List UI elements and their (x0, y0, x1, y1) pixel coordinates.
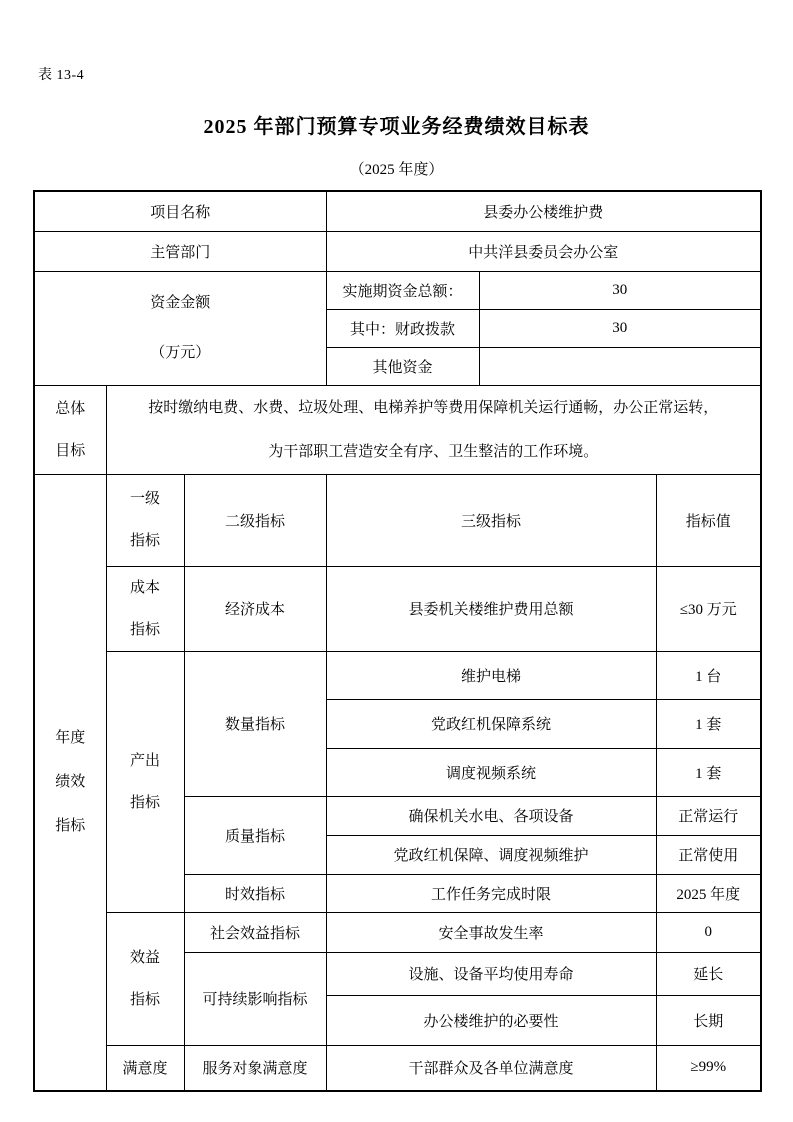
project-name-label: 项目名称 (34, 191, 326, 231)
header-value: 指标值 (656, 474, 761, 566)
annual-performance-label-line3: 指标 (55, 818, 86, 835)
fund-total-value: 30 (479, 271, 761, 309)
output-level1-line1: 产出 (129, 752, 160, 769)
fund-other-label: 其他资金 (326, 347, 479, 385)
benefit-level1-line2: 指标 (129, 991, 160, 1008)
overall-goal-label-line2: 目标 (55, 442, 86, 459)
quantity-row-value: 1 套 (656, 748, 761, 796)
header-level1-line2: 指标 (129, 533, 160, 549)
annual-performance-label (34, 474, 106, 1091)
overall-goal-text-line2: 为干部职工营造安全有序、卫生整洁的工作环境。 (268, 443, 599, 460)
table-row (34, 191, 761, 231)
annual-performance-label-line1: 年度 (55, 730, 86, 747)
fund-amount-label-line2: （万元） (150, 345, 211, 361)
overall-goal-label-line1: 总体 (55, 400, 86, 417)
page-title: 2025 年部门预算专项业务经费绩效目标表 (203, 116, 590, 138)
table-row (34, 385, 761, 474)
overall-goal-text (106, 385, 761, 474)
satisfaction-value: ≥99% (656, 1045, 761, 1091)
project-name-value: 县委办公楼维护费 (326, 191, 761, 231)
fund-other-value (479, 347, 761, 385)
satisfaction-level1: 满意度 (106, 1045, 184, 1091)
performance-target-table (33, 190, 762, 1092)
cost-level3: 县委机关楼维护费用总额 (326, 566, 656, 651)
table-row (34, 271, 761, 309)
satisfaction-level2: 服务对象满意度 (184, 1045, 326, 1091)
fund-fiscal-value: 30 (479, 309, 761, 347)
table-row (34, 474, 761, 566)
benefit-level1-line1: 效益 (129, 949, 160, 966)
satisfaction-name: 干部群众及各单位满意度 (326, 1045, 656, 1091)
sustainability-row-value: 长期 (656, 995, 761, 1045)
quantity-row-value: 1 套 (656, 699, 761, 748)
quantity-row-name: 维护电梯 (326, 651, 656, 699)
cost-level2: 经济成本 (184, 566, 326, 651)
cost-level1 (106, 566, 184, 651)
quality-row-value: 正常使用 (656, 835, 761, 874)
cost-value: ≤30 万元 (656, 566, 761, 651)
department-value: 中共洋县委员会办公室 (326, 231, 761, 271)
cost-level1-line1: 成本 (129, 579, 160, 596)
social-benefit-value: 0 (656, 912, 761, 952)
quality-row-value: 正常运行 (656, 796, 761, 835)
fund-amount-label (34, 271, 326, 385)
quantity-row-value: 1 台 (656, 651, 761, 699)
benefit-level1 (106, 912, 184, 1045)
timeliness-name: 工作任务完成时限 (326, 874, 656, 912)
quantity-label: 数量指标 (184, 651, 326, 796)
cost-level1-line2: 指标 (129, 621, 160, 638)
timeliness-value: 2025 年度 (656, 874, 761, 912)
header-level2: 二级指标 (184, 474, 326, 566)
quality-row-name: 确保机关水电、各项设备 (326, 796, 656, 835)
annual-performance-label-line2: 绩效 (55, 774, 86, 791)
sheet-number-label: 表 13-4 (38, 68, 85, 83)
quantity-row-name: 党政红机保障系统 (326, 699, 656, 748)
quality-label: 质量指标 (184, 796, 326, 874)
fund-amount-label-line1: 资金金额 (150, 295, 211, 311)
social-benefit-label: 社会效益指标 (184, 912, 326, 952)
department-label: 主管部门 (34, 231, 326, 271)
timeliness-label: 时效指标 (184, 874, 326, 912)
overall-goal-label (34, 385, 106, 474)
sustainability-row-name: 设施、设备平均使用寿命 (326, 952, 656, 995)
page-subtitle: （2025 年度） (349, 162, 444, 178)
sustainability-row-name: 办公楼维护的必要性 (326, 995, 656, 1045)
header-level3: 三级指标 (326, 474, 656, 566)
output-level1-line2: 指标 (129, 794, 160, 811)
table-row (34, 1045, 761, 1091)
output-level1 (106, 651, 184, 912)
social-benefit-name: 安全事故发生率 (326, 912, 656, 952)
sustainability-row-value: 延长 (656, 952, 761, 995)
table-row (34, 566, 761, 651)
header-level1 (106, 474, 184, 566)
table-row (34, 912, 761, 952)
table-row (34, 651, 761, 699)
sustainability-label: 可持续影响指标 (184, 952, 326, 1045)
quality-row-name: 党政红机保障、调度视频维护 (326, 835, 656, 874)
table-row (34, 231, 761, 271)
quantity-row-name: 调度视频系统 (326, 748, 656, 796)
header-level1-line1: 一级 (129, 491, 160, 507)
fund-total-label: 实施期资金总额： (326, 271, 479, 309)
overall-goal-text-line1: 按时缴纳电费、水费、垃圾处理、电梯养护等费用保障机关运行通畅，办公正常运转， (148, 399, 719, 416)
fund-fiscal-label: 其中：财政拨款 (326, 309, 479, 347)
